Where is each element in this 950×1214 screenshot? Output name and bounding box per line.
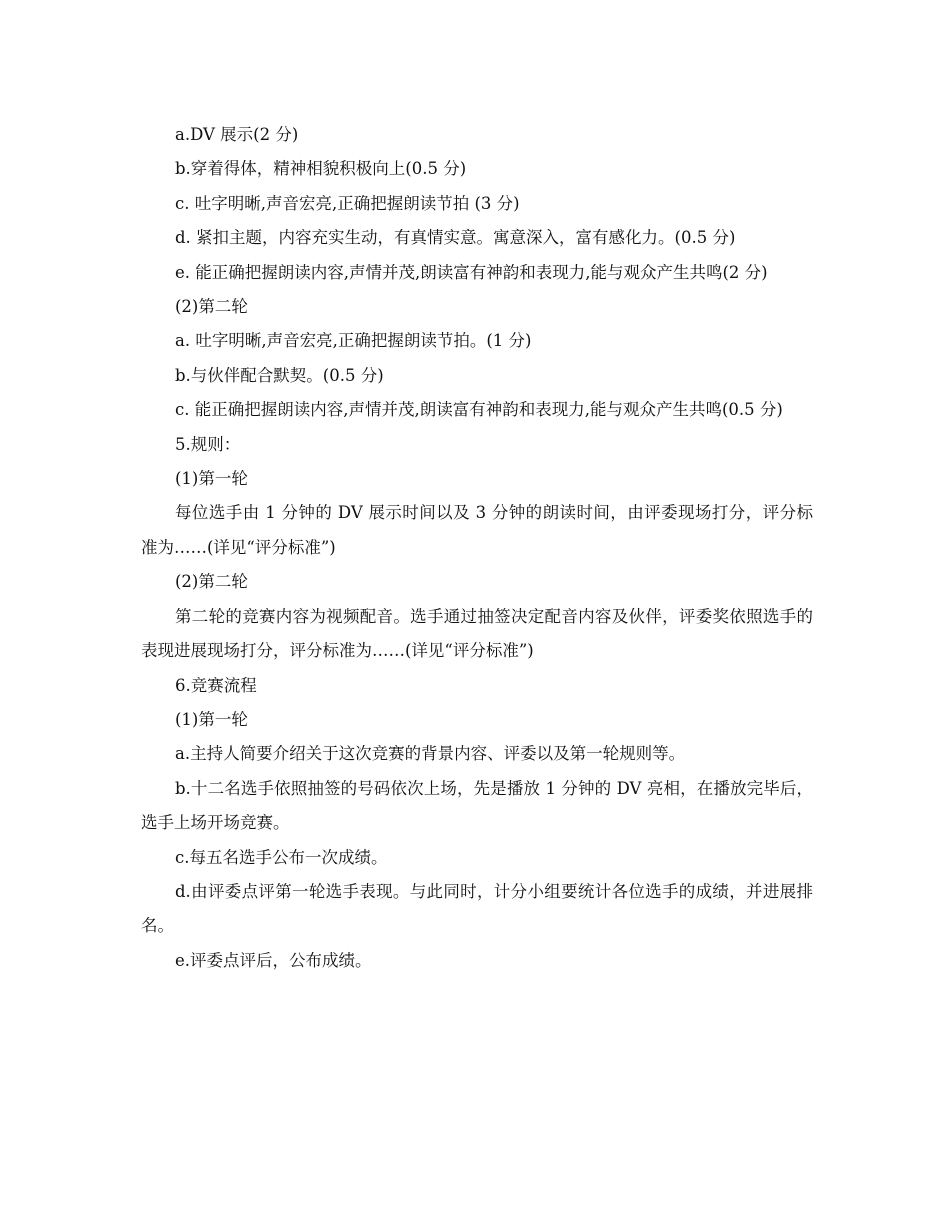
document-body	[141, 118, 813, 978]
process-step-d: d.由评委点评第一轮选手表现。与此同时，计分小组要统计各位选手的成绩，并进展排名。	[141, 881, 813, 936]
process-step-e: e.评委点评后，公布成绩。	[175, 950, 372, 970]
round-two-criterion-c: c. 能正确把握朗读内容,声情并茂,朗读富有神韵和表现力,能与观众产生共鸣(0.5 分)	[175, 400, 783, 420]
criterion-e-expression: e. 能正确把握朗读内容,声情并茂,朗读富有神韵和表现力,能与观众产生共鸣(2 分)	[175, 262, 768, 282]
process-step-c: c.每五名选手公布一次成绩。	[175, 847, 388, 867]
process-step-b: b.十二名选手依照抽签的号码依次上场，先是播放 1 分钟的 DV 亮相，在播放完毕后，选手上场开场竞赛。	[141, 778, 813, 833]
criterion-a-dv-display: a.DV 展示(2 分)	[175, 125, 299, 144]
process-round-one-heading: (1)第一轮	[175, 709, 248, 729]
criterion-c-pronunciation: c. 吐字明晰,声音宏亮,正确把握朗读节拍 (3 分)	[175, 193, 520, 213]
round-two-criterion-a: a. 吐字明晰,声音宏亮,正确把握朗读节拍。(1 分)	[175, 331, 532, 351]
rules-round-one-heading: (1)第一轮	[175, 469, 248, 489]
rules-round-two-heading: (2)第二轮	[175, 572, 248, 592]
round-two-criterion-b: b.与伙伴配合默契。(0.5 分)	[175, 365, 384, 385]
rules-round-one-text: 每位选手由 1 分钟的 DV 展示时间以及 3 分钟的朗读时间，由评委现场打分，评分标准为……(详见“评分标准”)	[141, 503, 813, 557]
round-two-heading: (2)第二轮	[175, 297, 248, 317]
criterion-d-theme: d. 紧扣主题，内容充实生动，有真情实意。寓意深入，富有感化力。(0.5 分)	[175, 228, 736, 248]
criterion-b-attire: b.穿着得体，精神相貌积极向上(0.5 分)	[175, 159, 467, 179]
process-step-a: a.主持人简要介绍关于这次竞赛的背景内容、评委以及第一轮规则等。	[175, 744, 686, 764]
section-process-heading: 6.竞赛流程	[175, 675, 257, 695]
rules-round-two-text: 第二轮的竞赛内容为视频配音。选手通过抽签决定配音内容及伙伴，评委奖依照选手的表现进展现场打分，评分标准为……(详见“评分标准”)	[141, 606, 813, 661]
section-rules-heading: 5.规则：	[175, 434, 241, 454]
